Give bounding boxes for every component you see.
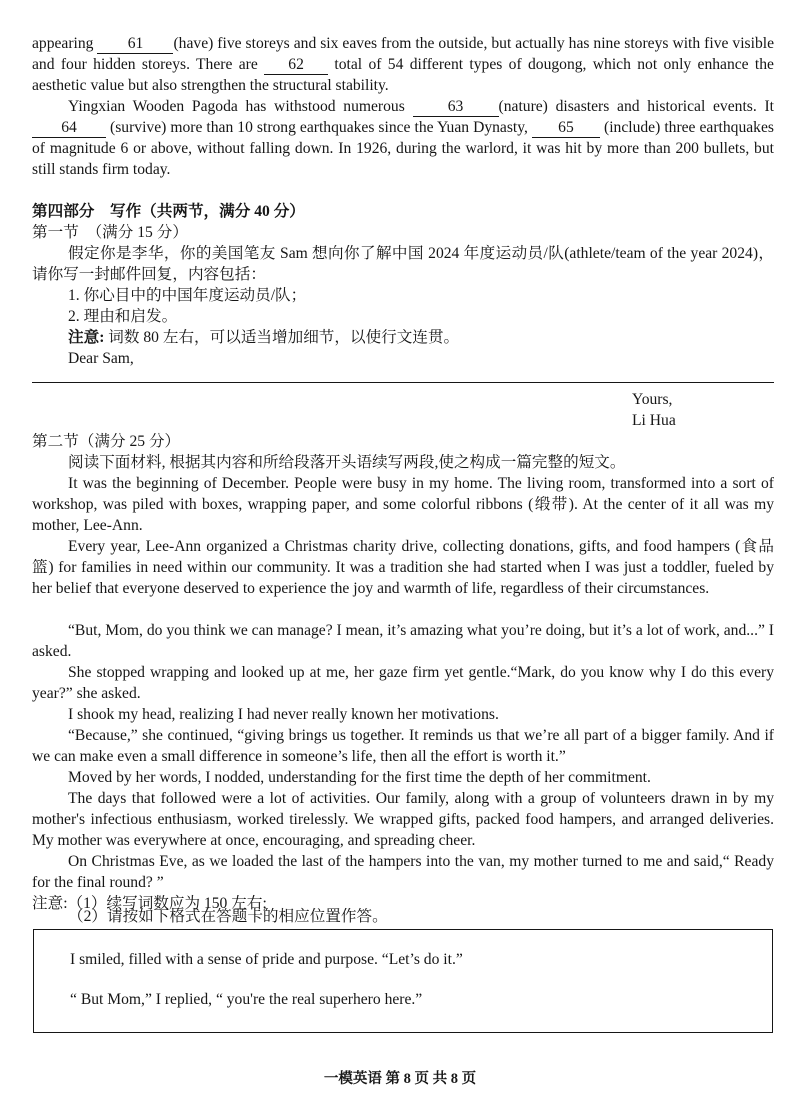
cloze-text: appearing <box>32 35 94 52</box>
blank-62: 62 <box>264 56 328 75</box>
blank-64: 64 <box>32 119 106 138</box>
note-label: 注意: <box>68 329 105 346</box>
section1-note <box>68 327 459 348</box>
cloze-text: total of 54 different types of dougong, which not only enhance the aesthetic value but also strengthen the structural stability. <box>32 56 774 94</box>
part4-heading: 第四部分 写作（共两节，满分 40 分） <box>32 203 305 220</box>
blank-65: 65 <box>532 119 600 138</box>
cloze-text: (have) five storeys and six eaves from the outside, but actually has nine storeys with five visible and four hidden storeys. There are <box>32 35 774 73</box>
answer-format-box <box>33 929 773 1033</box>
section2-note-2: （2）请按如下格式在答题卡的相应位置作答。 <box>68 908 388 925</box>
story-paragraph: On Christmas Eve, as we loaded the last of the hampers into the van, my mother turned to me and said,“ Ready for the final round? ” <box>32 853 774 891</box>
continuation-starter-2: “ But Mom,” I replied, “ you're the real superhero here.” <box>70 991 423 1008</box>
section2-note-1: 注意:（1）续写词数应为 150 左右; <box>32 895 267 912</box>
blank-63: 63 <box>413 98 499 117</box>
section2-title: 第二节（满分 25 分） <box>32 433 181 450</box>
writing-area-divider <box>32 382 774 383</box>
section2-instruction: 阅读下面材料, 根据其内容和所给段落开头语续写两段,使之构成一篇完整的短文。 <box>68 454 626 471</box>
letter-greeting: Dear Sam, <box>68 350 134 367</box>
story-paragraph: Every year, Lee-Ann organized a Christmas charity drive, collecting donations, gifts, and food hampers (食品篮) for families in need within our community. It was a tradition she had started when I was just a toddler, fueled by her belief that everyone deserved to experience the joy and warmth of life, regardless of their circumstances. <box>32 538 774 597</box>
story-paragraph: “But, Mom, do you think we can manage? I mean, it’s amazing what you’re doing, but it’s a lot of work, and...” I asked. <box>32 622 774 660</box>
section1-point-2: 2. 理由和启发。 <box>68 308 178 325</box>
story-paragraph: Moved by her words, I nodded, understanding for the first time the depth of her commitment. <box>68 769 651 786</box>
cloze-paragraph-1 <box>32 33 774 96</box>
cloze-paragraph-2 <box>32 96 774 180</box>
cloze-text: (survive) more than 10 strong earthquakes since the Yuan Dynasty, <box>110 119 528 136</box>
letter-signature: Li Hua <box>632 412 676 429</box>
page-footer: 一模英语 第 8 页 共 8 页 <box>323 1071 477 1087</box>
story-paragraph: I shook my head, realizing I had never really known her motivations. <box>68 706 499 723</box>
note-text: 词数 80 左右，可以适当增加细节，以使行文连贯。 <box>104 329 460 346</box>
section1-title: 第一节 （满分 15 分） <box>32 224 188 241</box>
cloze-text: (include) three earthquakes of magnitude 6 or above, without falling down. In 1926, during the warlord, it was hit by more than 200 bullets, but still stands firm today. <box>32 119 774 178</box>
cloze-text: Yingxian Wooden Pagoda has withstood numerous <box>68 98 405 115</box>
story-paragraph: She stopped wrapping and looked up at me, her gaze firm yet gentle.“Mark, do you know why I do this every year?” she asked. <box>32 664 774 702</box>
story-paragraph: It was the beginning of December. People were busy in my home. The living room, transformed into a sort of workshop, was piled with boxes, wrapping paper, and some colorful ribbons (缎带). At the center of it all was my mother, Lee-Ann. <box>32 475 774 534</box>
continuation-starter-1: I smiled, filled with a sense of pride and purpose. “Let’s do it.” <box>70 951 463 968</box>
section1-point-1: 1. 你心目中的中国年度运动员/队； <box>68 287 307 304</box>
story-paragraph: “Because,” she continued, “giving brings us together. It reminds us that we’re all part of a bigger family. And if we can make even a small difference in someone’s life, then all the effort is worth it.” <box>32 727 774 765</box>
story-paragraph: The days that followed were a lot of activities. Our family, along with a group of volunteers drawn in by my mother's infectious enthusiasm, worked tirelessly. We wrapped gifts, packed food hampers, and arranged deliveries. My mother was everywhere at once, encouraging, and spreading cheer. <box>32 790 774 849</box>
blank-61: 61 <box>97 35 173 54</box>
section1-prompt: 假定你是李华，你的美国笔友 Sam 想向你了解中国 2024 年度运动员/队(athlete/team of the year 2024)，请你写一封邮件回复，内容包括： <box>32 245 774 283</box>
letter-closing: Yours, <box>632 391 673 408</box>
cloze-text: (nature) disasters and historical events. It <box>498 98 774 115</box>
